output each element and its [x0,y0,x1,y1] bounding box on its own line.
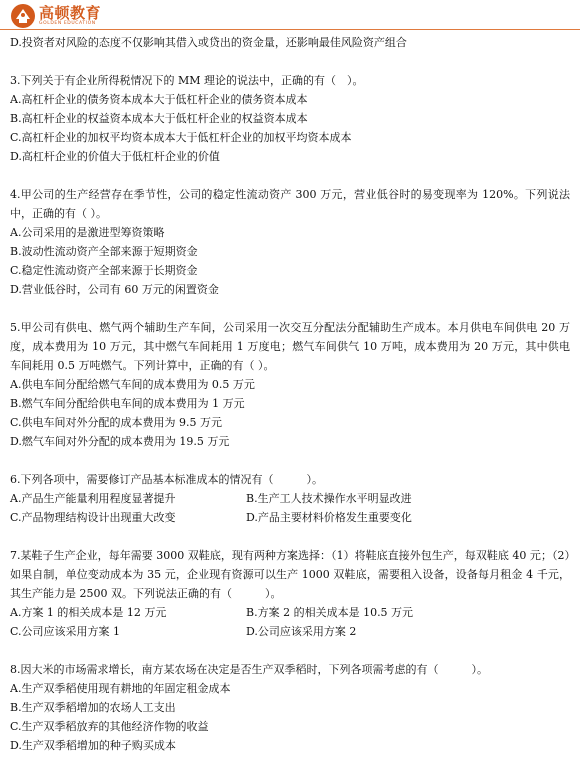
question-4-stem: 4.甲公司的生产经营存在季节性，公司的稳定性流动资产 300 万元，营业低谷时的易变现率为 120%。下列说法中，正确的有（ ）。 [10,188,570,220]
brand-name: 高顿教育 [39,4,102,22]
question-4-option-b: B.波动性流动资产全部来源于短期资金 [10,245,198,258]
question-5-option-a: A.供电车间分配给燃气车间的成本费用为 0.5 万元 [10,378,255,391]
question-6-option-c: C.产品物理结构设计出现重大改变 [10,511,176,524]
question-6-options-row-2 [10,508,570,527]
question-6-stem: 6.下列各项中，需要修订产品基本标准成本的情况有（ ）。 [10,473,323,486]
question-6-options-row-1 [10,489,570,508]
brand-name-en: GOLDEN EDUCATION [39,21,96,26]
question-8-stem: 8.因大米的市场需求增长，南方某农场在决定是否生产双季稻时，下列各项需考虑的有（ ）。 [10,663,488,676]
question-7-options-row-1 [10,603,570,622]
spacer [10,641,570,660]
question-4-option-d: D.营业低谷时，公司有 60 万元的闲置资金 [10,283,219,296]
question-5-option-b: B.燃气车间分配给供电车间的成本费用为 1 万元 [10,397,245,410]
question-5-option-d: D.燃气车间对外分配的成本费用为 19.5 万元 [10,435,230,448]
question-3-option-b: B.高杠杆企业的权益资本成本大于低杠杆企业的权益资本成本 [10,112,308,125]
question-3-option-c: C.高杠杆企业的加权平均资本成本大于低杠杆企业的加权平均资本成本 [10,131,352,144]
header-divider [0,29,580,30]
question-8-option-b: B.生产双季稻增加的农场人工支出 [10,701,176,714]
question-8-option-a: A.生产双季稻使用现有耕地的年固定租金成本 [10,682,231,695]
question-4-option-c: C.稳定性流动资产全部来源于长期资金 [10,264,198,277]
question-6-option-b: B.生产工人技术操作水平明显改进 [246,492,412,505]
question-8-option-d: D.生产双季稻增加的种子购买成本 [10,739,176,752]
document-body [10,33,570,755]
question-7-option-b: B.方案 2 的相关成本是 10.5 万元 [246,606,414,619]
spacer [10,52,570,71]
question-5-stem: 5.甲公司有供电、燃气两个辅助生产车间，公司采用一次交互分配法分配辅助生产成本。本月供电车间供电 20 万度，成本费用为 10 万元，其中燃气车间耗用 1 万度电；燃气车间供气 10 万吨，成本费用为 20 万元，其中供电车间耗用 0.5 万吨燃气。下列计算中，正确的有（ ）。 [10,321,570,372]
spacer [10,527,570,546]
question-7-stem: 7.某鞋子生产企业，每年需要 3000 双鞋底，现有两种方案选择：（1）将鞋底直接外包生产，每双鞋底 40 元；（2）如果自制，单位变动成本为 35 元，企业现有资源可以生产 1000 双鞋底，需要租入设备，设备每月租金 4 千元，其生产能力是 2500 双。下列说法正确的有（ ）。 [10,549,570,600]
brand-logo [10,3,101,29]
question-7-option-a: A.方案 1 的相关成本是 12 万元 [10,606,167,619]
question-7-option-c: C.公司应该采用方案 1 [10,625,121,638]
question-8-option-c: C.生产双季稻放弃的其他经济作物的收益 [10,720,209,733]
question-6-option-a: A.产品生产能量利用程度显著提升 [10,492,176,505]
question-5-option-c: C.供电车间对外分配的成本费用为 9.5 万元 [10,416,223,429]
question-3-stem: 3.下列关于有企业所得税情况下的 MM 理论的说法中，正确的有（ ）。 [10,74,364,87]
question-7-options-row-2 [10,622,570,641]
question-7-option-d: D.公司应该采用方案 2 [246,625,357,638]
question-4-option-a: A.公司采用的是激进型筹资策略 [10,226,165,239]
question-6-option-d: D.产品主要材料价格发生重要变化 [246,511,412,524]
page-header [0,0,580,30]
question-3-option-d: D.高杠杆企业的价值大于低杠杆企业的价值 [10,150,220,163]
spacer [10,299,570,318]
option-d: D.投资者对风险的态度不仅影响其借入或贷出的资金量，还影响最佳风险资产组合 [10,36,407,49]
spacer [10,166,570,185]
question-3-option-a: A.高杠杆企业的债务资本成本大于低杠杆企业的债务资本成本 [10,93,308,106]
brand-logo-icon [10,3,36,29]
spacer [10,451,570,470]
